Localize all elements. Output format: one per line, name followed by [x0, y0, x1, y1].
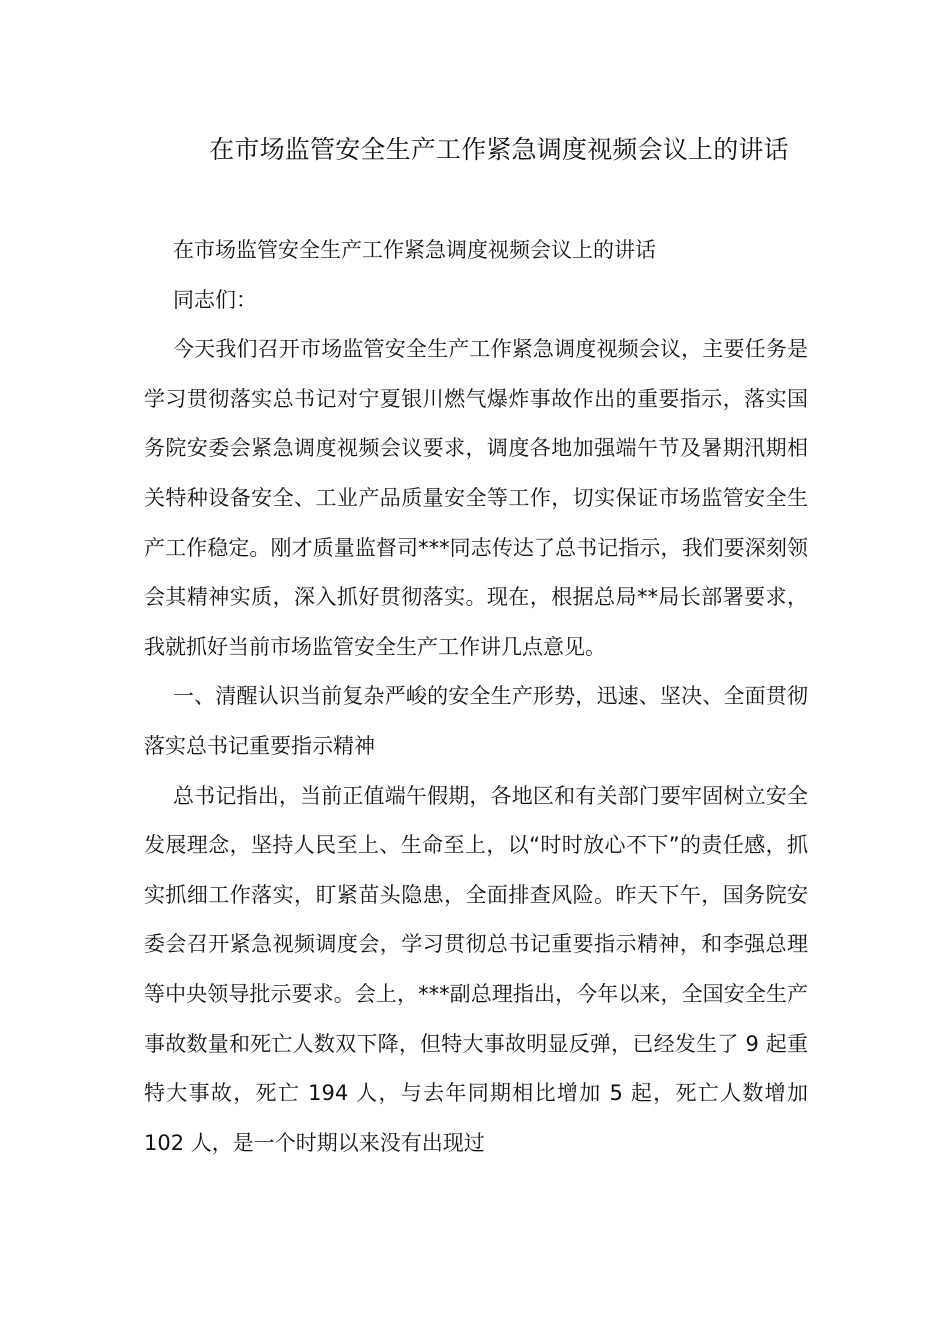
body-paragraph-section-one-heading: 一、清醒认识当前复杂严峻的安全生产形势，迅速、坚决、全面贯彻落实总书记重要指示精神: [144, 684, 808, 758]
body-paragraph-heading: 在市场监管安全生产工作紧急调度视频会议上的讲话: [173, 238, 656, 262]
body-paragraph-section-one-text: 总书记指出，当前正值端午假期，各地区和有关部门要牢固树立安全发展理念，坚持人民至上、生命至上，以“时时放心不下”的责任感，抓实抓细工作落实，盯紧苗头隐患，全面排查风险。昨天下午，国务院安委会召开紧急视频调度会，学习贯彻总书记重要指示精神，和李强总理等中央领导批示要求。会上，***副总理指出，今年以来，全国安全生产事故数量和死亡人数双下降，但特大事故明显反弹，已经发生了 9 起重特大事故，死亡 194 人，与去年同期相比增加 5 起，死亡人数增加 102 人，是一个时期以来没有出现过: [144, 783, 808, 1155]
page-title: 在市场监管安全生产工作紧急调度视频会议上的讲话: [209, 135, 789, 164]
body-paragraph-salutation: 同志们：: [173, 287, 257, 312]
document-body: [144, 226, 808, 1168]
body-paragraph-intro: 今天我们召开市场监管安全生产工作紧急调度视频会议，主要任务是学习贯彻落实总书记对宁夏银川燃气爆炸事故作出的重要指示，落实国务院安委会紧急调度视频会议要求，调度各地加强端午节及暑期汛期相关特种设备安全、工业产品质量安全等工作，切实保证市场监管安全生产工作稳定。刚才质量监督司***同志传达了总书记指示，我们要深刻领会其精神实质，深入抓好贯彻落实。现在，根据总局**局长部署要求，我就抓好当前市场监管安全生产工作讲几点意见。: [144, 337, 808, 659]
